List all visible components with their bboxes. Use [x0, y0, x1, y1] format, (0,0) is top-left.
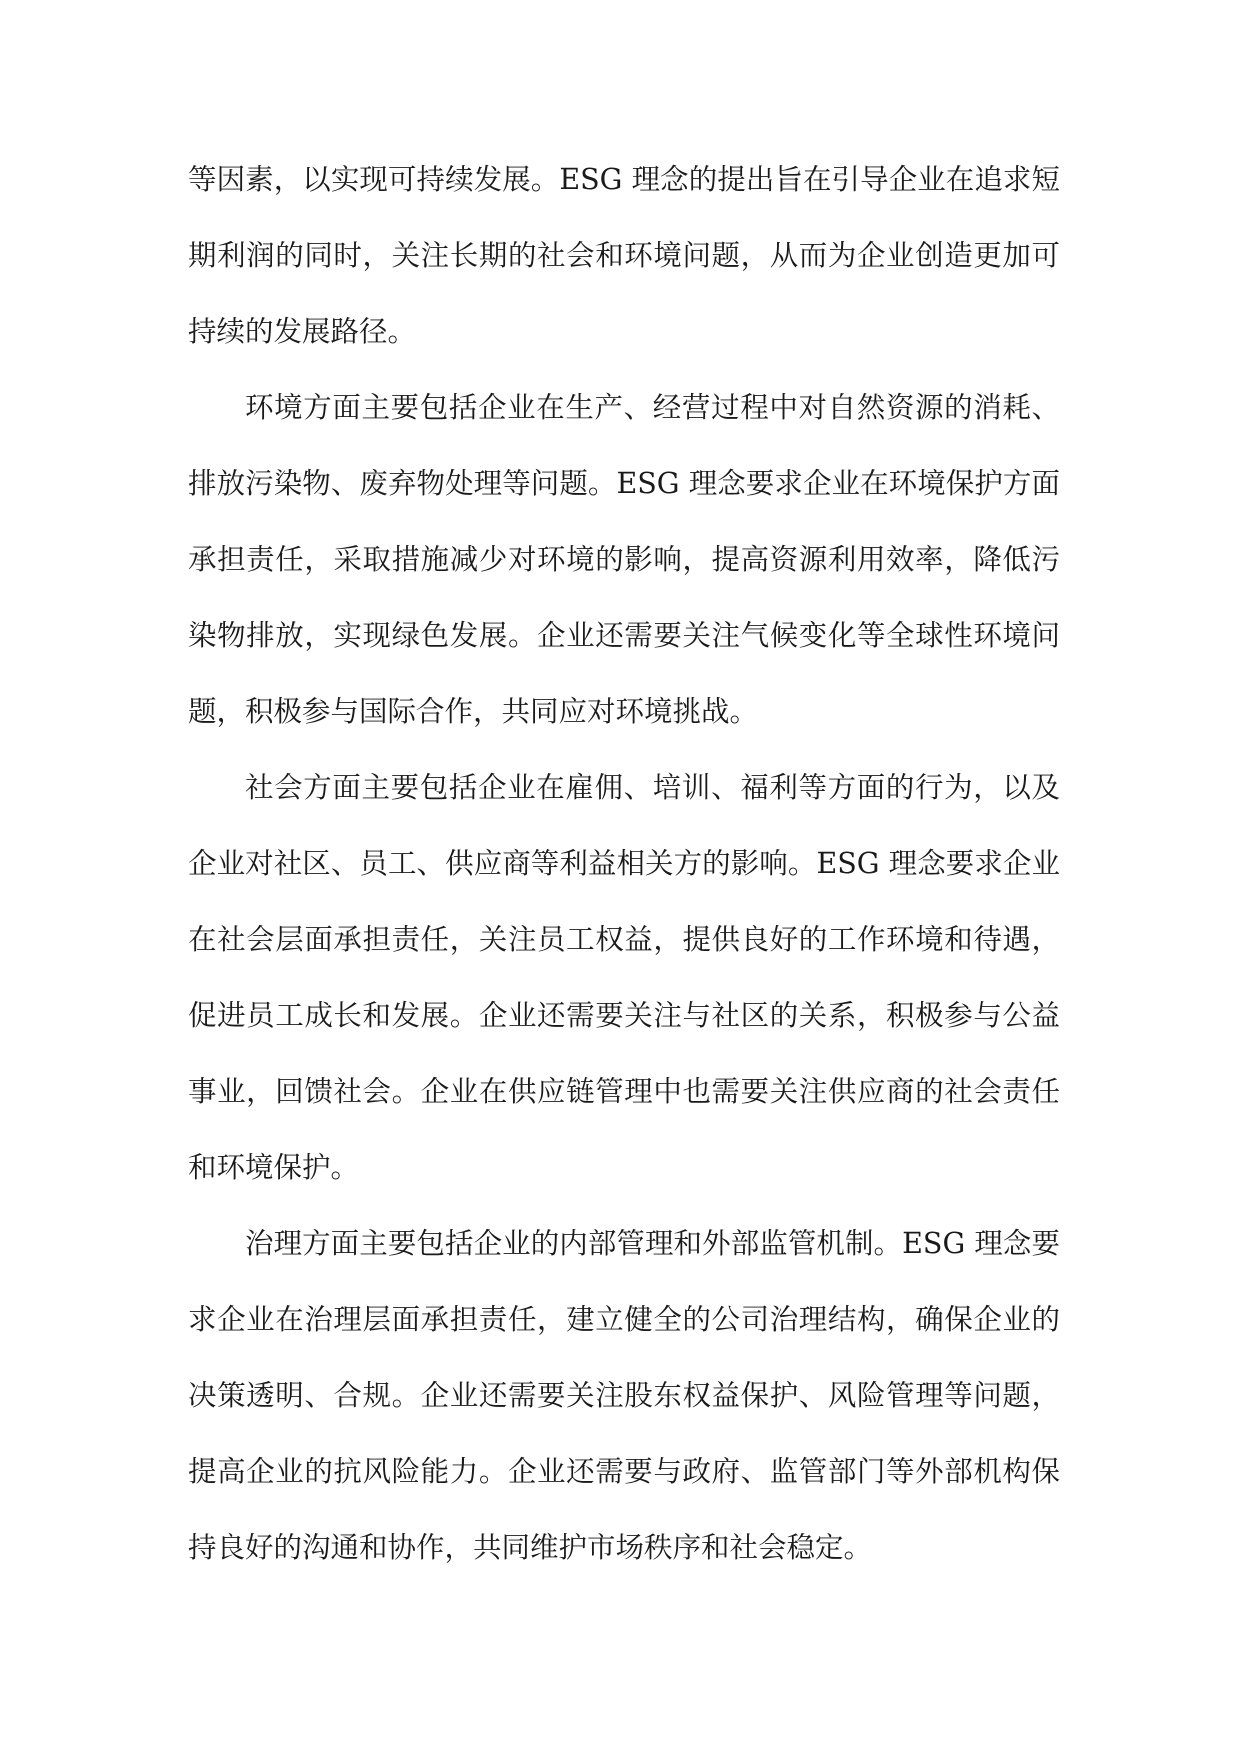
paragraph-governance: 治理方面主要包括企业的内部管理和外部监管机制。ESG 理念要求企业在治理层面承担责任，建立健全的公司治理结构，确保企业的决策透明、合规。企业还需要关注股东权益保护、风险管理等问题，提高企业的抗风险能力。企业还需要与政府、监管部门等外部机构保持良好的沟通和协作，共同维护市场秩序和社会稳定。	[188, 1227, 1060, 1564]
paragraph-social: 社会方面主要包括企业在雇佣、培训、福利等方面的行为，以及企业对社区、员工、供应商等利益相关方的影响。ESG 理念要求企业在社会层面承担责任，关注员工权益，提供良好的工作环境和待遇，促进员工成长和发展。企业还需要关注与社区的关系，积极参与公益事业，回馈社会。企业在供应链管理中也需要关注供应商的社会责任和环境保护。	[188, 771, 1060, 1184]
paragraph-environment: 环境方面主要包括企业在生产、经营过程中对自然资源的消耗、排放污染物、废弃物处理等问题。ESG 理念要求企业在环境保护方面承担责任，采取措施减少对环境的影响，提高资源利用效率，降低污染物排放，实现绿色发展。企业还需要关注气候变化等全球性环境问题，积极参与国际合作，共同应对环境挑战。	[188, 391, 1060, 728]
paragraph-esg-intro-continued: 等因素，以实现可持续发展。ESG 理念的提出旨在引导企业在追求短期利润的同时，关注长期的社会和环境问题，从而为企业创造更加可持续的发展路径。	[188, 163, 1060, 348]
body-text	[188, 142, 1060, 1586]
